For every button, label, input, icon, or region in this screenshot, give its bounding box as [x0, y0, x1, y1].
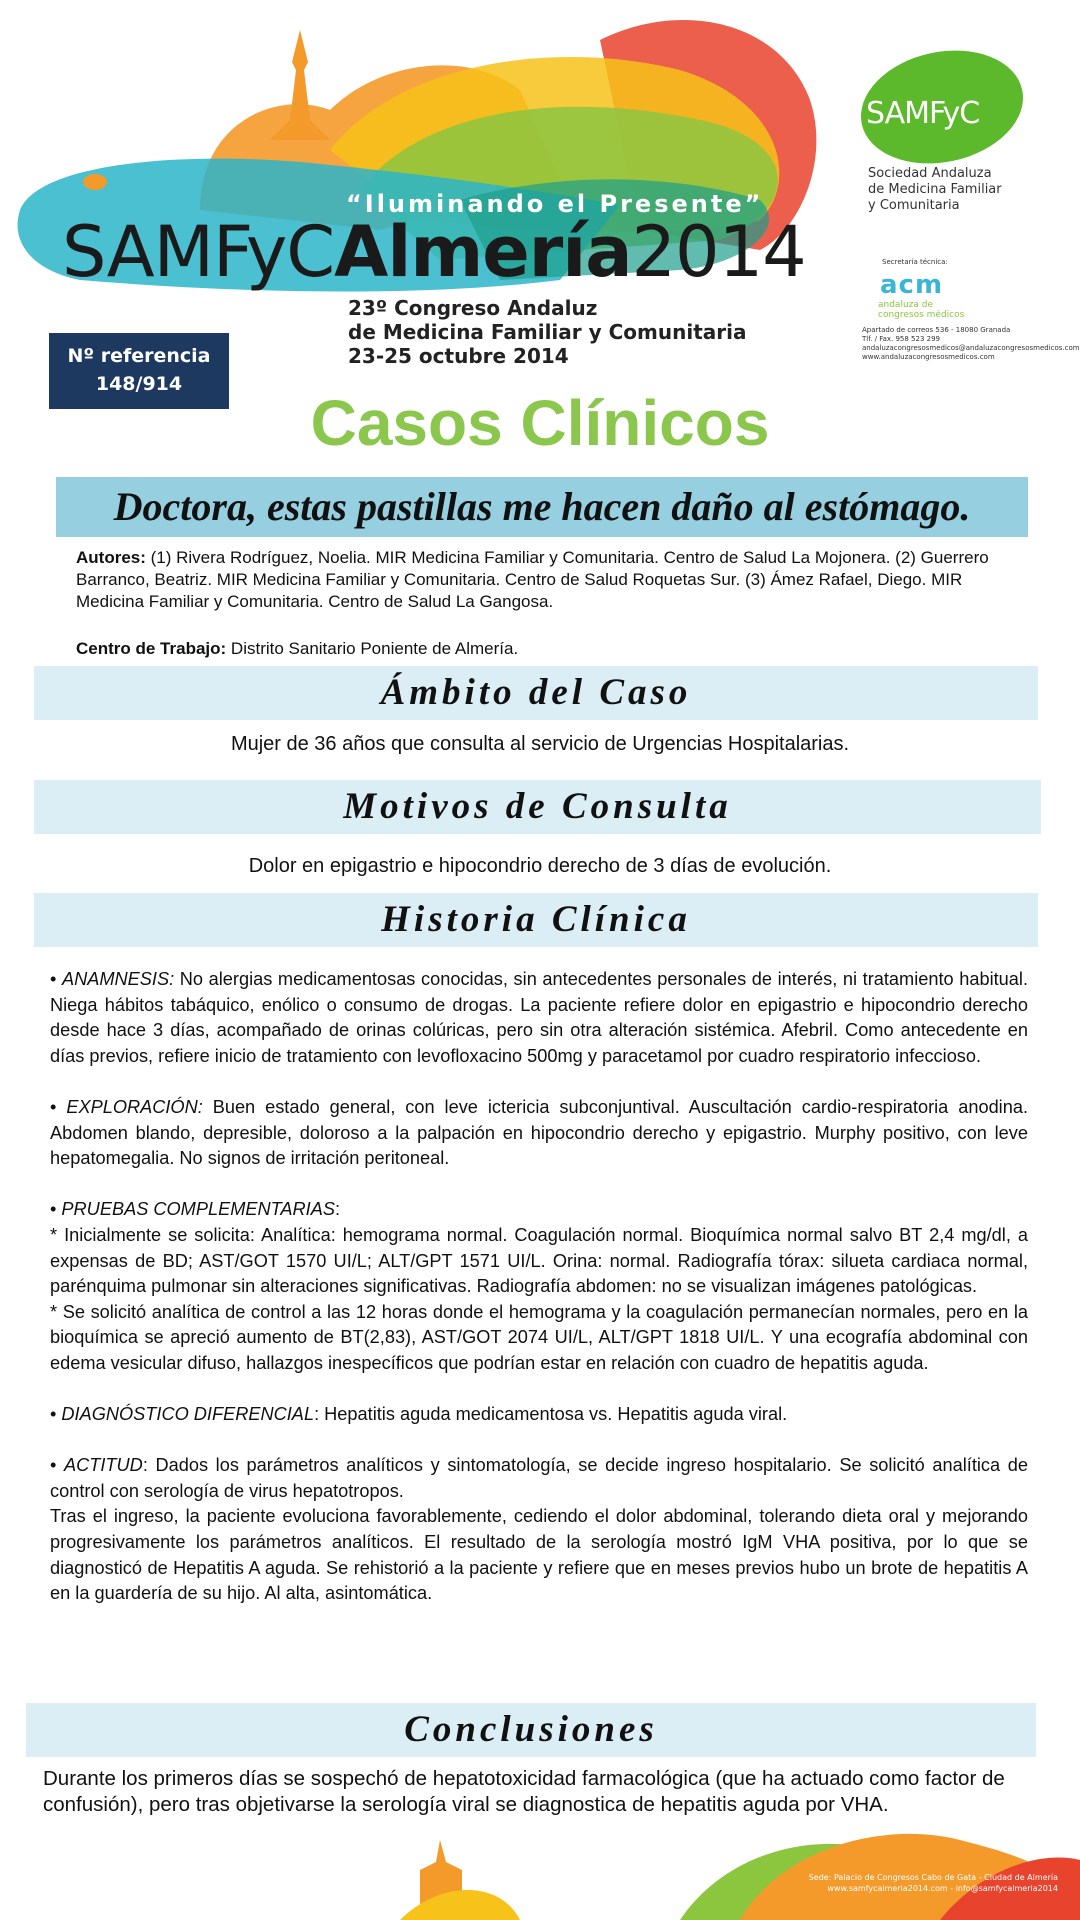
samfyc-logo-text: SAMFyC: [866, 96, 980, 131]
ambito-text: Mujer de 36 años que consulta al servicio de Urgencias Hospitalarias.: [230, 733, 850, 755]
authors-paragraph: [76, 547, 1026, 613]
acm-subtitle: [878, 300, 964, 320]
exploracion-label: EXPLORACIÓN:: [66, 1096, 203, 1117]
reference-label: Nº referencia: [67, 345, 211, 367]
acm-sub-line-2: congresos médicos: [878, 310, 965, 320]
clinical-history: [50, 967, 1028, 1607]
pruebas-text-2: * Se solicitó analítica de control a las 12 horas donde el hemograma y la coagulación permanecían normales, pero en la bioquímica se apreció aumento de BT(2,83), AST/GOT 2074 UI/L, ALT/GPT 1818 UI/L. Y una ecografía abdominal con edema vesicular difuso, hallazgos inespecíficos que podrían estar en relación con cuadro de hepatitis aguda.: [50, 1301, 1028, 1373]
anamnesis-text: No alergias medicamentosas conocidas, sin antecedentes personales de interés, ni tratamiento habitual. Niega hábitos tabáquico, enólico o consumo de drogas. La paciente refiere dolor en epigastrio e hipocondrio derecho desde hace 3 días, acompañado de orinas colúricas, pero sin otra alteración sistémica. Afebril. Como antecedente en días previos, refiere inicio de tratamiento con levofloxacino 500mg y paracetamol por cuadro respiratorio infeccioso.: [50, 969, 1028, 1066]
congress-dates: 23-25 octubre 2014: [348, 344, 569, 368]
diagnostico-paragraph: [50, 1402, 1028, 1428]
bullet: •: [50, 1096, 67, 1117]
society-line-1: Sociedad Andaluza: [868, 166, 992, 181]
contact-info: [862, 326, 1080, 362]
contact-line-4: www.andaluzacongresosmedicos.com: [862, 353, 995, 361]
society-line-2: de Medicina Familiar: [868, 182, 1002, 197]
contact-line-1: Apartado de correos 536 - 18080 Granada: [862, 326, 1011, 334]
diagnostico-text: : Hepatitis aguda medicamentosa vs. Hepatitis aguda viral.: [314, 1404, 788, 1425]
actitud-paragraph: [50, 1453, 1028, 1504]
exploracion-text: Buen estado general, con leve ictericia subconjuntival. Auscultación cardio-respiratoria anodina. Abdomen blando, depresible, doloroso a la palpación en hipocondrio derecho y epigastrio. Murphy positivo, con leve hepatomegalia. No signos de irritación peritoneal.: [50, 1096, 1029, 1169]
exploracion-paragraph: [50, 1095, 1028, 1172]
event-name-bold: Almería: [334, 211, 632, 293]
bullet: •: [50, 1404, 62, 1425]
authors-label: Autores:: [76, 548, 146, 567]
bullet: •: [50, 1199, 62, 1220]
small-orange-dot: [83, 174, 107, 190]
case-title: Doctora, estas pastillas me hacen daño al estómago.: [56, 477, 1028, 537]
society-line-3: y Comunitaria: [868, 198, 960, 213]
contact-line-3: andaluzacongresosmedicos@andaluzacongresosmedicos.com: [862, 344, 1080, 352]
venue-line-2: www.samfycalmeria2014.com - info@samfycalmeria2014: [827, 1884, 1058, 1893]
actitud-label: ACTITUD: [64, 1455, 143, 1476]
pruebas-label: PRUEBAS COMPLEMENTARIAS: [61, 1199, 335, 1220]
diagnostico-label: DIAGNÓSTICO DIFERENCIAL: [61, 1404, 315, 1425]
bullet: •: [50, 969, 62, 989]
event-name-light: SAMFyC: [62, 211, 335, 293]
footer-artwork: [0, 1820, 1080, 1920]
motivos-text: Dolor en epigastrio e hipocondrio derecho de 3 días de evolución.: [248, 855, 832, 877]
bullet: •: [50, 1455, 64, 1476]
acm-sub-line-1: andaluza de: [878, 300, 934, 310]
evolucion-text: Tras el ingreso, la paciente evoluciona favorablemente, cediendo el dolor abdominal, tolerando dieta oral y mejorando progresivamente los parámetros analíticos. El resultado de la serología mostró IgM VHA positiva, por lo que se diagnosticó de Hepatitis A aguda. Se rehistorió a la paciente y refiere que en meses previos hubo un brote de hepatitis A en la guardería de su hijo. Al alta, asintomática.: [50, 1506, 1028, 1604]
footer-yellow-wave: [400, 1890, 520, 1920]
event-tagline: “Iluminando el Presente”: [346, 190, 764, 218]
event-year: 2014: [631, 211, 806, 293]
workplace-paragraph: [76, 638, 1026, 660]
page-title: Casos Clínicos: [310, 387, 770, 459]
actitud-text: : Dados los parámetros analíticos y sintomatología, se decide ingreso hospitalario. Se solicitó analítica de control con serología de virus hepatotropos.: [50, 1455, 1028, 1501]
conclusiones-text: Durante los primeros días se sospechó de hepatotoxicidad farmacológica (que ha actuado como factor de confusión), pero tras objetivarse la serología viral se diagnostica de hepatitis aguda por VHA.: [43, 1767, 1005, 1816]
acm-logo: acm: [880, 270, 944, 300]
venue-info: [790, 1872, 1058, 1894]
venue-line-1: Sede: Palacio de Congresos Cabo de Gata - Ciudad de Almería: [808, 1873, 1058, 1882]
pruebas-text-1: * Inicialmente se solicita: Analítica: hemograma normal. Coagulación normal. Bioquímica normal salvo BT 2,4 mg/dl, a expensas de BD; AST/GOT 1570 UI/L; ALT/GPT 1571 UI/L. Orina: normal. Radiografía tórax: silueta cardiaca normal, parénquima pulmonar sin alteraciones significativas. Radiografía abdomen: no se visualizan imágenes patológicas.: [50, 1224, 1028, 1297]
workplace-label: Centro de Trabajo:: [76, 639, 227, 658]
section-ambito-heading: Ámbito del Caso: [34, 666, 1038, 720]
event-title: [62, 212, 806, 292]
anamnesis-label: ANAMNESIS:: [61, 969, 175, 989]
section-conclusiones-heading: Conclusiones: [26, 1703, 1036, 1757]
anamnesis-paragraph: [50, 967, 1028, 1069]
secretariat-label: Secretaría técnica:: [882, 258, 948, 266]
section-motivos-heading: Motivos de Consulta: [34, 780, 1041, 834]
section-historia-heading: Historia Clínica: [34, 893, 1038, 947]
congress-line-1: 23º Congreso Andaluz: [348, 296, 598, 320]
pruebas-heading: [50, 1197, 1028, 1223]
pruebas-colon: :: [334, 1199, 341, 1220]
contact-line-2: Tlf. / Fax. 958 523 299: [862, 335, 941, 343]
congress-line-2: de Medicina Familiar y Comunitaria: [348, 320, 747, 344]
society-name: [868, 166, 1002, 214]
reference-value: 148/914: [95, 373, 183, 395]
workplace-text: Distrito Sanitario Poniente de Almería.: [226, 639, 519, 658]
authors-text: (1) Rivera Rodríguez, Noelia. MIR Medicina Familiar y Comunitaria. Centro de Salud La Mojonera. (2) Guerrero Barranco, Beatriz. MIR Medicina Familiar y Comunitaria. Centro de Salud Roquetas Sur. (3) Ámez Rafael, Diego. MIR Medicina Familiar y Comunitaria. Centro de Salud La Gangosa.: [76, 548, 989, 611]
